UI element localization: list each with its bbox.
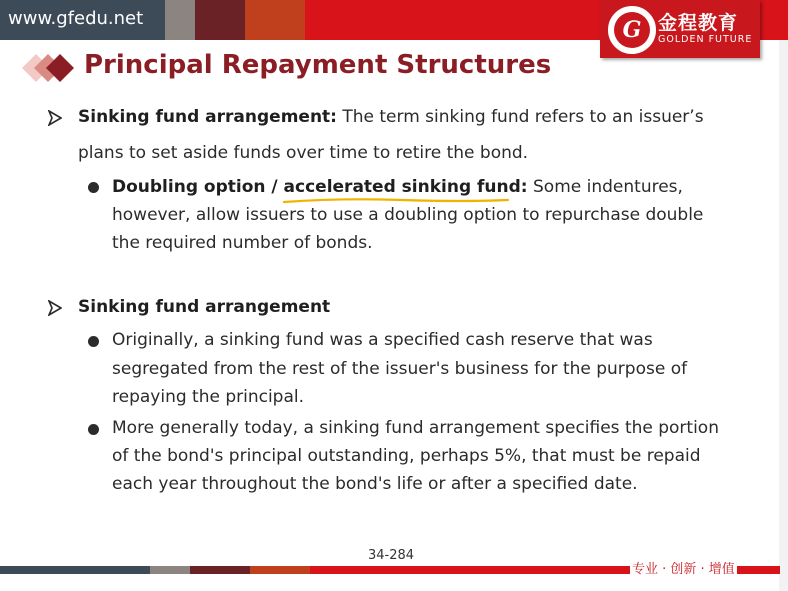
arrow-bullet-icon: [48, 110, 62, 126]
section2-sub1-line2: segregated from the rest of the issuer's business for the purpose of: [112, 359, 688, 379]
arrow-bullet-icon: [48, 300, 62, 316]
logo-seal-letter: G: [614, 12, 650, 48]
section2-sub2-line2: of the bond's principal outstanding, perhaps 5%, that must be repaid: [112, 446, 701, 466]
logo-english-name: GOLDEN FUTURE: [658, 34, 753, 45]
section1-sub1-text-line1: Some indentures,: [527, 177, 683, 197]
section2-sub1-line1: Originally, a sinking fund was a specified cash reserve that was: [112, 330, 653, 350]
section1-line2: plans to set aside funds over time to retire the bond.: [78, 143, 529, 163]
logo-seal-icon: [608, 6, 656, 54]
company-logo: [600, 0, 760, 58]
section1-sub1-line3: the required number of bonds.: [112, 233, 373, 253]
section1-text-line1: The term sinking fund refers to an issuer’s: [336, 107, 704, 127]
bullet-dot-icon: [88, 336, 99, 347]
bottom-segment-orange: [250, 566, 310, 574]
section2-label: Sinking fund arrangement: [78, 297, 331, 317]
bullet-dot-icon: [88, 182, 99, 193]
site-url: www.gfedu.net: [8, 8, 144, 29]
bottom-segment-maroon: [190, 566, 250, 574]
slide-edge: [779, 40, 788, 591]
section1-sub1-line2: however, allow issuers to use a doubling option to repurchase double: [112, 205, 704, 225]
page-number: 34-284: [368, 548, 415, 563]
page-title: Principal Repayment Structures: [84, 50, 552, 80]
section2-sub2-line3: each year throughout the bond's life or after a specified date.: [112, 474, 638, 494]
doubling-option-label: Doubling option /: [112, 177, 284, 197]
logo-chinese-name: 金程教育: [658, 12, 739, 34]
section2-sub2-line1: More generally today, a sinking fund arrangement specifies the portion: [112, 418, 719, 438]
title-diamond-icon: [20, 50, 80, 86]
section2-sub1-line3: repaying the principal.: [112, 387, 305, 407]
company-slogan: 专业 · 创新 · 增值: [630, 558, 737, 577]
banner-segment-maroon: [195, 0, 245, 40]
banner-segment-orange: [245, 0, 305, 40]
accelerated-sinking-fund-label: accelerated sinking fund:: [283, 177, 528, 197]
section1-line1: [78, 107, 704, 127]
bottom-segment-gray: [150, 566, 190, 574]
section2-heading: [78, 297, 330, 317]
banner-segment-gray: [165, 0, 195, 40]
bottom-segment-dark: [0, 566, 150, 574]
bullet-dot-icon: [88, 424, 99, 435]
section1-label: Sinking fund arrangement:: [78, 107, 337, 127]
